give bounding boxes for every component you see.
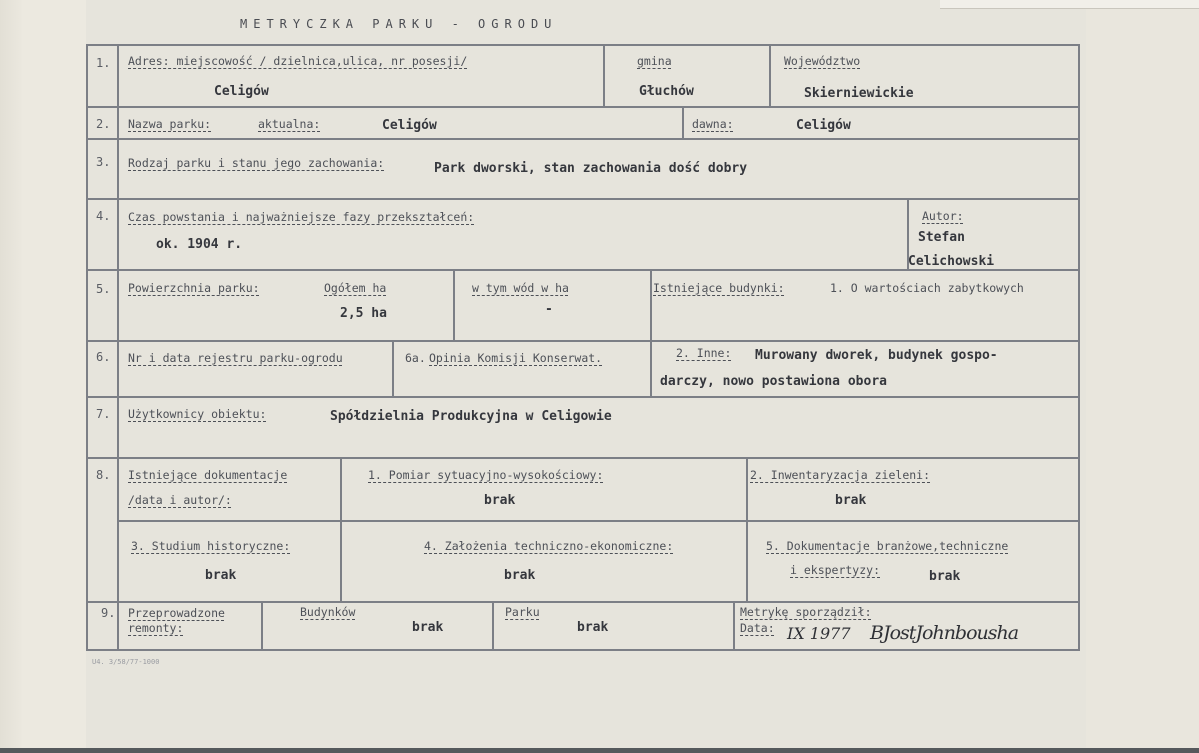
date-label: Data: [740,621,775,635]
row-2-number: 2. [96,117,111,131]
renovations-label-1: Przeprowadzone [128,606,225,620]
technical-assumptions-label: 4. Założenia techniczno-ekonomiczne: [424,539,674,553]
row-5-number: 5. [96,282,111,296]
row-8-number: 8. [96,468,111,482]
total-area-label: Ogółem ha [324,281,387,295]
other-buildings-value-1: Murowany dworek, budynek gospo- [755,348,998,363]
users-label: Użytkownicy obiektu: [128,407,267,421]
park-renovation-label: Parku [505,605,540,619]
opinion-number: 6a. [405,351,426,365]
voivodeship-label: Województwo [784,54,861,68]
signature: BJostJohnbousha [870,622,1019,644]
park-area-label: Powierzchnia parku: [128,281,260,295]
origin-time-value: ok. 1904 r. [156,237,243,252]
greenery-inventory-value: brak [835,493,867,508]
buildings-renovation-label: Budynków [300,605,356,619]
overlapping-sheet [940,0,1199,9]
print-stamp: U4. 3/58/77-1000 [92,658,160,666]
gmina-label: gmina [637,54,672,68]
row-4-number: 4. [96,209,111,223]
branch-docs-label-2: i ekspertyzy: [790,563,881,577]
author-value-first: Stefan [918,230,965,245]
row-1-number: 1. [96,56,111,70]
current-name-value: Celigów [382,118,437,133]
park-type-label: Rodzaj parku i stanu jego zachowania: [128,156,385,170]
current-name-label: aktualna: [258,117,321,131]
scan-bottom-edge [0,748,1199,753]
row-9-number: 9. [101,606,116,620]
sheet-left-edge [0,0,22,748]
other-buildings-label: 2. Inne: [676,346,732,360]
author-value-last: Celichowski [908,254,995,269]
origin-time-label: Czas powstania i najważniejsze fazy przekształceń: [128,210,475,224]
voivodeship-value: Skierniewickie [804,86,914,101]
total-area-value: 2,5 ha [340,306,387,321]
existing-buildings-label: Istniejące budynki: [653,281,785,295]
prepared-by-label: Metrykę sporządził: [740,605,872,619]
conservation-opinion-label: Opinia Komisji Konserwat. [429,351,603,365]
former-name-value: Celigów [796,118,851,133]
greenery-inventory-label: 2. Inwentaryzacja zieleni: [750,468,931,482]
survey-value: brak [484,493,516,508]
buildings-renovation-value: brak [412,620,444,635]
park-name-label: Nazwa parku: [128,117,212,131]
former-name-label: dawna: [692,117,734,131]
park-renovation-value: brak [577,620,609,635]
other-buildings-value-2: darczy, nowo postawiona obora [660,374,887,389]
register-label: Nr i data rejestru parku-ogrodu [128,351,343,365]
row-7-number: 7. [96,407,111,421]
row-6-number: 6. [96,350,111,364]
address-value: Celigów [214,84,269,99]
address-label: Adres: miejscowość / dzielnica,ulica, nr posesji/ [128,54,468,68]
users-value: Spółdzielnia Produkcyjna w Celigowie [330,409,612,424]
existing-buildings-value: 1. O wartościach zabytkowych [830,281,1024,295]
renovations-label-2: remonty: [128,621,184,635]
documentation-label-1: Istniejące dokumentacje [128,468,288,482]
branch-docs-label-1: 5. Dokumentacje branżowe,techniczne [766,539,1009,553]
sheet-right-margin [1086,9,1199,748]
technical-assumptions-value: brak [504,568,536,583]
water-area-label: w tym wód w ha [472,281,569,295]
survey-label: 1. Pomiar sytuacyjno-wysokościowy: [368,468,604,482]
row-3-number: 3. [96,155,111,169]
documentation-label-2: /data i autor/: [128,493,232,507]
form-title: METRYCZKA PARKU - OGRODU [240,17,558,31]
water-area-value: - [545,302,553,317]
handwritten-date: IX 1977 [787,624,851,643]
gmina-value: Głuchów [639,84,694,99]
historical-study-label: 3. Studium historyczne: [131,539,291,553]
author-label: Autor: [922,209,964,223]
historical-study-value: brak [205,568,237,583]
park-type-value: Park dworski, stan zachowania dość dobry [434,161,748,176]
branch-docs-value: brak [929,569,961,584]
